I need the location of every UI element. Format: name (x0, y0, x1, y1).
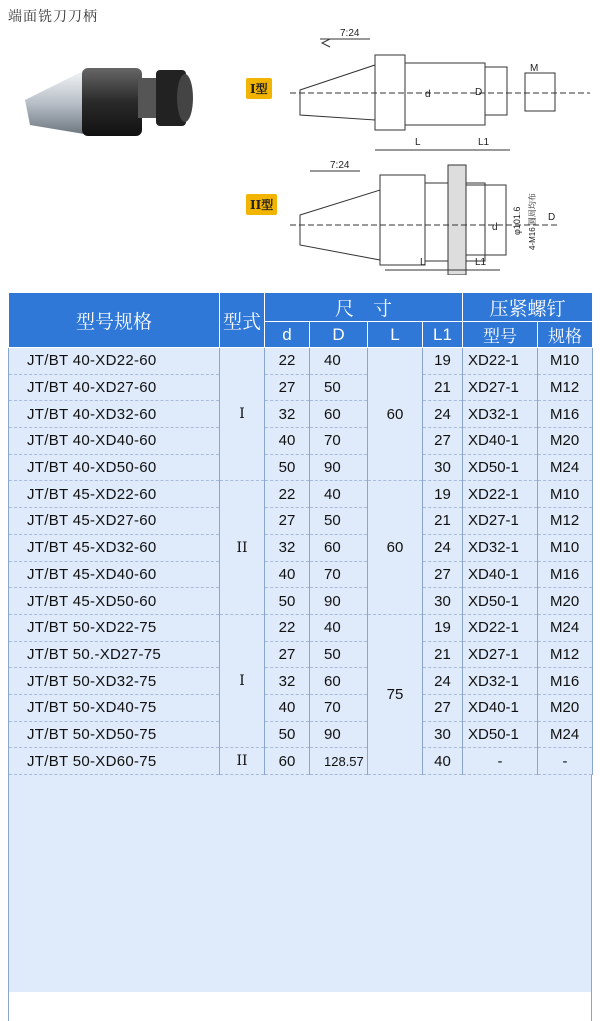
cell-type: I (220, 614, 265, 747)
cell-L1: 27 (423, 561, 463, 588)
dim-L-2: L (420, 257, 426, 268)
table-body (9, 348, 593, 775)
cell-L1: 21 (423, 641, 463, 668)
cell-L1: 40 (423, 748, 463, 775)
dim-M: M (530, 63, 539, 74)
cell-model: JT/BT 50-XD22-75 (9, 614, 220, 641)
cell-L1: 24 (423, 401, 463, 428)
taper-label-1: 7:24 (340, 28, 360, 39)
type-i-tag: I型 (246, 78, 272, 99)
dim-L-1: L (415, 137, 421, 148)
table-row (9, 428, 593, 455)
cell-model: JT/BT 45-XD27-60 (9, 508, 220, 535)
cell-L1: 19 (423, 348, 463, 375)
table-row (9, 401, 593, 428)
cell-model: JT/BT 40-XD22-60 (9, 348, 220, 375)
cell-screw-spec: M16 (538, 668, 593, 695)
cell-type: I (220, 348, 265, 481)
cell-D: 60 (310, 401, 368, 428)
cell-D: 90 (310, 588, 368, 615)
cell-L1: 30 (423, 588, 463, 615)
cell-L1: 27 (423, 428, 463, 455)
dim-D-2: D (548, 212, 556, 223)
table-row (9, 614, 593, 641)
table-row (9, 721, 593, 748)
cell-d: 40 (265, 428, 310, 455)
cell-type: II (220, 481, 265, 614)
cell-d: 32 (265, 534, 310, 561)
table-row (9, 348, 593, 375)
spec-table (8, 292, 593, 775)
table-row (9, 588, 593, 615)
cell-screw-spec: M24 (538, 721, 593, 748)
cell-model: JT/BT 40-XD50-60 (9, 454, 220, 481)
cell-screw-model: XD40-1 (463, 561, 538, 588)
cell-d: 22 (265, 614, 310, 641)
cell-L1: 30 (423, 454, 463, 481)
cell-model: JT/BT 45-XD50-60 (9, 588, 220, 615)
cell-D: 128.57 (310, 748, 368, 775)
header-screw: 压紧螺钉 (463, 293, 593, 322)
cell-D: 90 (310, 454, 368, 481)
technical-drawing (230, 25, 600, 275)
dim-phi: φ101.6 (512, 206, 522, 235)
cell-D: 40 (310, 348, 368, 375)
cell-screw-model: XD40-1 (463, 694, 538, 721)
cell-L1: 24 (423, 668, 463, 695)
cell-L1: 21 (423, 374, 463, 401)
cell-D: 50 (310, 508, 368, 535)
cell-d: 50 (265, 588, 310, 615)
cell-screw-model: XD27-1 (463, 641, 538, 668)
taper-label-2: 7:24 (330, 160, 350, 171)
cell-screw-spec: M20 (538, 428, 593, 455)
header-screw-model: 型号 (463, 322, 538, 348)
cell-D: 50 (310, 374, 368, 401)
header-screw-spec: 规格 (538, 322, 593, 348)
cell-L1: 24 (423, 534, 463, 561)
cell-screw-model: XD32-1 (463, 534, 538, 561)
cell-screw-spec: M24 (538, 614, 593, 641)
cell-d: 22 (265, 481, 310, 508)
header-L: L (368, 322, 423, 348)
cell-screw-spec: M10 (538, 481, 593, 508)
cell-screw-model: XD50-1 (463, 454, 538, 481)
cell-screw-model: XD22-1 (463, 481, 538, 508)
cell-screw-spec: M16 (538, 561, 593, 588)
cell-d: 22 (265, 348, 310, 375)
cell-model: JT/BT 45-XD32-60 (9, 534, 220, 561)
cell-screw-model: XD32-1 (463, 401, 538, 428)
header-L1: L1 (423, 322, 463, 348)
cell-L1: 19 (423, 481, 463, 508)
cell-L1: 19 (423, 614, 463, 641)
table-row (9, 454, 593, 481)
header-type: 型式 (220, 293, 265, 348)
cell-D: 40 (310, 614, 368, 641)
cell-d: 32 (265, 668, 310, 695)
table-row (9, 481, 593, 508)
cell-L: 60 (368, 348, 423, 481)
table-row (9, 561, 593, 588)
cell-screw-spec: M10 (538, 534, 593, 561)
table-row (9, 508, 593, 535)
cell-d: 27 (265, 374, 310, 401)
cell-model: JT/BT 45-XD40-60 (9, 561, 220, 588)
header-D: D (310, 322, 368, 348)
tool-holder-photo (10, 30, 210, 150)
cell-D: 60 (310, 668, 368, 695)
cell-L1: 27 (423, 694, 463, 721)
cell-screw-model: XD22-1 (463, 614, 538, 641)
cell-d: 60 (265, 748, 310, 775)
dim-bolt-circle: 4-M16 圆周均布 (528, 193, 537, 250)
cell-D: 50 (310, 641, 368, 668)
cell-screw-spec: M12 (538, 508, 593, 535)
cell-d: 50 (265, 454, 310, 481)
cell-screw-spec: M20 (538, 588, 593, 615)
cell-screw-spec: M10 (538, 348, 593, 375)
type-ii-tag: II型 (246, 194, 277, 215)
table-row (9, 668, 593, 695)
dim-L1-2: L1 (475, 257, 487, 268)
cell-screw-model: XD27-1 (463, 374, 538, 401)
table-row (9, 534, 593, 561)
cell-D: 70 (310, 561, 368, 588)
cell-screw-spec: - (538, 748, 593, 775)
cell-d: 40 (265, 561, 310, 588)
cell-L: 60 (368, 481, 423, 614)
header-dimensions: 尺 寸 (265, 293, 463, 322)
cell-type: II (220, 748, 265, 775)
cell-screw-model: XD40-1 (463, 428, 538, 455)
cell-screw-model: - (463, 748, 538, 775)
cell-screw-model: XD22-1 (463, 348, 538, 375)
cell-model: JT/BT 45-XD22-60 (9, 481, 220, 508)
cell-L: 75 (368, 614, 423, 774)
cell-L1: 21 (423, 508, 463, 535)
cell-d: 27 (265, 641, 310, 668)
table-row (9, 641, 593, 668)
table-row (9, 694, 593, 721)
table-row (9, 748, 593, 775)
cell-model: JT/BT 50-XD60-75 (9, 748, 220, 775)
cell-screw-model: XD32-1 (463, 668, 538, 695)
cell-screw-spec: M24 (538, 454, 593, 481)
cell-model: JT/BT 50-XD32-75 (9, 668, 220, 695)
cell-D: 70 (310, 694, 368, 721)
header-model: 型号规格 (9, 293, 220, 348)
cell-model: JT/BT 50-XD50-75 (9, 721, 220, 748)
cell-screw-spec: M16 (538, 401, 593, 428)
table-empty-area (8, 775, 592, 1021)
cell-model: JT/BT 50.-XD27-75 (9, 641, 220, 668)
cell-screw-model: XD50-1 (463, 721, 538, 748)
cell-model: JT/BT 40-XD32-60 (9, 401, 220, 428)
page-title: 端面铣刀刀柄 (8, 9, 98, 25)
cell-D: 60 (310, 534, 368, 561)
cell-D: 40 (310, 481, 368, 508)
cell-model: JT/BT 40-XD40-60 (9, 428, 220, 455)
cell-D: 90 (310, 721, 368, 748)
dim-L1-1: L1 (478, 137, 490, 148)
cell-screw-spec: M12 (538, 374, 593, 401)
dim-d-1: d (425, 89, 431, 100)
header-d: d (265, 322, 310, 348)
dim-D-1: D (475, 87, 483, 98)
cell-D: 70 (310, 428, 368, 455)
cell-L1: 30 (423, 721, 463, 748)
cell-d: 27 (265, 508, 310, 535)
cell-d: 50 (265, 721, 310, 748)
cell-model: JT/BT 50-XD40-75 (9, 694, 220, 721)
cell-screw-spec: M12 (538, 641, 593, 668)
table-row (9, 374, 593, 401)
cell-screw-model: XD50-1 (463, 588, 538, 615)
cell-d: 40 (265, 694, 310, 721)
cell-model: JT/BT 40-XD27-60 (9, 374, 220, 401)
cell-d: 32 (265, 401, 310, 428)
spec-table-container (8, 292, 592, 992)
dim-d-2: d (492, 222, 498, 233)
cell-screw-spec: M20 (538, 694, 593, 721)
cell-screw-model: XD27-1 (463, 508, 538, 535)
